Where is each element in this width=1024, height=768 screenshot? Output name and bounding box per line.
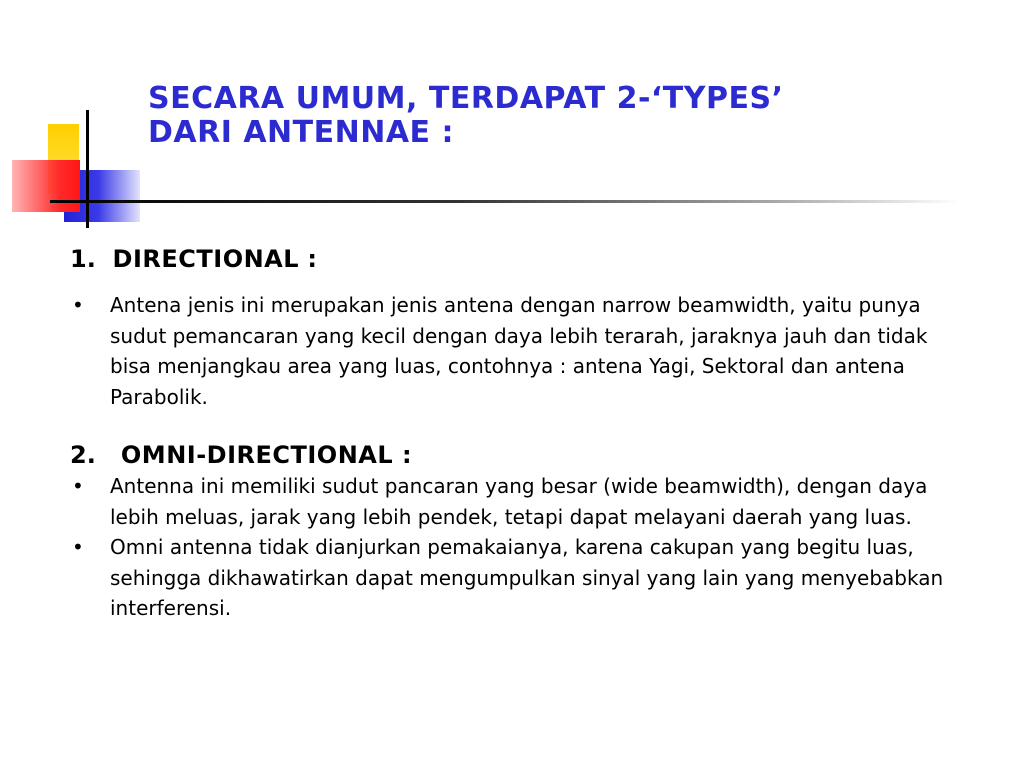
bullet-text: Antena jenis ini merupakan jenis antena dengan narrow beamwidth, yaitu punya sudut pemancaran yang kecil dengan daya lebih terarah, jaraknya jauh dan tidak bisa menjangkau area yang luas, contohnya : antena Yagi, Sektoral dan antena Parabolik. bbox=[110, 293, 928, 409]
decorative-vertical-line bbox=[86, 110, 89, 228]
section-suffix: : bbox=[299, 245, 317, 273]
bullet-glyph: • bbox=[72, 535, 84, 559]
section-name: DIRECTIONAL bbox=[112, 245, 300, 273]
list-item bbox=[68, 290, 968, 412]
decorative-red-square bbox=[12, 160, 80, 212]
bullet-glyph: • bbox=[72, 293, 84, 317]
section-number: 1. bbox=[70, 245, 96, 273]
list-item bbox=[68, 532, 968, 624]
bullet-list-omni-directional bbox=[68, 471, 968, 624]
bullet-glyph: • bbox=[72, 474, 84, 498]
section-heading-omni-directional bbox=[70, 441, 412, 469]
section-number: 2. bbox=[70, 441, 96, 469]
bullet-text: Omni antenna tidak dianjurkan pemakaianya, karena cakupan yang begitu luas, sehingga dikhawatirkan dapat mengumpulkan sinyal yang lain yang menyebabkan interferensi. bbox=[110, 535, 944, 620]
title-line-2: DARI ANTENNAE : bbox=[148, 115, 454, 150]
title-line-1: SECARA UMUM, TERDAPAT 2-‘TYPES’ bbox=[148, 81, 784, 116]
bullet-list-directional bbox=[68, 290, 968, 412]
section-heading-directional bbox=[70, 245, 317, 273]
bullet-text: Antenna ini memiliki sudut pancaran yang besar (wide beamwidth), dengan daya lebih meluas, jarak yang lebih pendek, tetapi dapat melayani daerah yang luas. bbox=[110, 474, 928, 529]
slide-title bbox=[148, 82, 968, 150]
section-name: OMNI-DIRECTIONAL : bbox=[120, 441, 413, 469]
list-item bbox=[68, 471, 968, 532]
title-underline bbox=[50, 200, 960, 203]
